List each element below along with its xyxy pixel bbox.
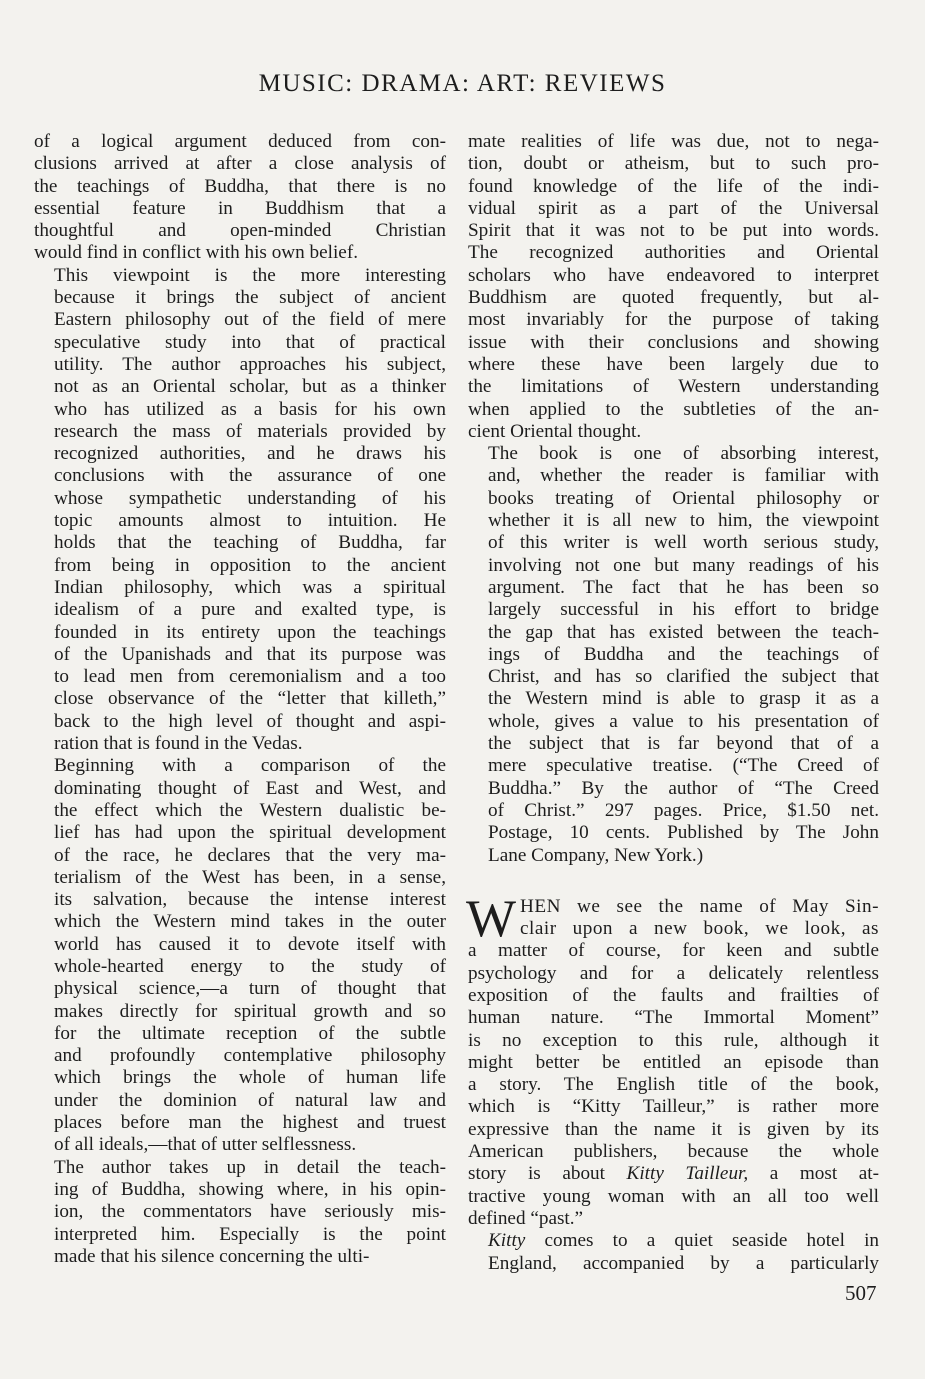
right-column (468, 131, 879, 1275)
text-line: and profoundly contemplative philosophy (54, 1045, 446, 1067)
text-line: Buddha.” By the author of “The Creed (488, 777, 879, 799)
text-run: a most at- (748, 1163, 879, 1185)
text-line: argument. The fact that he has been so (488, 576, 879, 598)
text-line: mere speculative treatise. (“The Creed of (488, 755, 879, 777)
text-line: clusions arrived at after a close analysis of (34, 153, 446, 175)
text-line: close observance of the “letter that killeth,” (54, 688, 446, 710)
text-line: human nature. “The Immortal Moment” (468, 1007, 879, 1029)
text-line: largely successful in his effort to bridge (488, 599, 879, 621)
text-line: ion, the commentators have seriously mis- (54, 1201, 446, 1223)
text-line: Spirit that it was not to be put into words. (468, 220, 879, 242)
text-line: whose sympathetic understanding of his (54, 487, 446, 509)
text-line: made that his silence concerning the ulti- (54, 1245, 370, 1267)
text-line: vidual spirit as a part of the Universal (468, 197, 879, 219)
text-line: which brings the whole of human life (54, 1067, 446, 1089)
text-line: dominating thought of East and West, and (54, 777, 446, 799)
review-paragraph (468, 1230, 879, 1275)
text-line: Postage, 10 cents. Published by The John (488, 822, 879, 844)
text-line: the effect which the Western dualistic be- (54, 799, 446, 821)
text-line: The recognized authorities and Oriental (468, 242, 879, 264)
text-line: would find in conflict with his own belief. (34, 242, 359, 264)
text-line: when applied to the subtleties of the an- (468, 398, 879, 420)
text-run: story is about (468, 1163, 627, 1185)
text-line: Indian philosophy, which was a spiritual (54, 576, 446, 598)
italic-name: Kitty (488, 1230, 526, 1252)
body-paragraph (34, 755, 446, 1156)
text-line: for the ultimate reception of the subtle (54, 1022, 446, 1044)
text-line: research the mass of materials provided by (54, 420, 446, 442)
text-line: of the Upanishads and that its purpose was (54, 643, 446, 665)
text-line: idealism of a pure and exalted type, is (54, 599, 446, 621)
text-line: because it brings the subject of ancient (54, 287, 446, 309)
text-line (468, 1163, 879, 1185)
section-break (468, 867, 879, 896)
text-line: is no exception to this rule, although it (468, 1029, 879, 1051)
text-line: a story. The English title of the book, (468, 1074, 879, 1096)
text-line: the Western mind is able to grasp it as a (488, 688, 879, 710)
text-line: tion, doubt or atheism, but to such pro- (468, 153, 879, 175)
text-line: ration that is found in the Vedas. (54, 733, 303, 755)
body-paragraph (34, 1157, 446, 1268)
text-line: Buddhism are quoted frequently, but al- (468, 287, 879, 309)
text-line: issue with their conclusions and showing (468, 331, 879, 353)
text-line: thoughtful and open-minded Christian (34, 220, 446, 242)
text-line: physical science,—a turn of thought that (54, 978, 446, 1000)
text-line: recognized authorities, and he draws his (54, 443, 446, 465)
text-line: founded in its entirety upon the teachings (54, 621, 446, 643)
body-paragraph (34, 131, 446, 265)
text-line: whole-hearted energy to the study of (54, 955, 446, 977)
text-line: HEN we see the name of May Sin- (520, 895, 879, 917)
body-paragraph (468, 443, 879, 867)
text-line: the teachings of Buddha, that there is no (34, 175, 446, 197)
text-line: from being in opposition to the ancient (54, 554, 446, 576)
review-paragraph (466, 889, 879, 1230)
text-line: involving not one but many readings of his (488, 554, 879, 576)
text-line: found knowledge of the life of the indi- (468, 175, 879, 197)
text-line: of the race, he declares that the very ma- (54, 844, 446, 866)
text-line: ing of Buddha, showing where, in his opin- (54, 1178, 446, 1200)
text-line: scholars who have endeavored to interpret (468, 264, 879, 286)
text-line: a matter of course, for keen and subtle (468, 940, 879, 962)
text-line: not as an Oriental scholar, but as a thinker (54, 376, 446, 398)
text-line: essential feature in Buddhism that a (34, 197, 446, 219)
text-line: where these have been largely due to (468, 353, 879, 375)
text-line: expressive than the name it is given by its (468, 1118, 879, 1140)
text-line: most invariably for the purpose of taking (468, 309, 879, 331)
text-line: mate realities of life was due, not to nega- (468, 131, 879, 152)
text-line: terialism of the West has been, in a sense, (54, 866, 446, 888)
text-line: of a logical argument deduced from con- (34, 131, 446, 152)
text-line: books treating of Oriental philosophy or (488, 487, 879, 509)
text-run: comes to a quiet seaside hotel in (525, 1230, 879, 1252)
text-line: of all ideals,—that of utter selflessness. (54, 1134, 357, 1156)
text-line: makes directly for spiritual growth and so (54, 1000, 446, 1022)
text-line: conclusions with the assurance of one (54, 465, 446, 487)
text-line: psychology and for a delicately relentless (468, 962, 879, 984)
text-line: the limitations of Western understanding (468, 376, 879, 398)
page-number: 507 (845, 1281, 877, 1305)
text-line: holds that the teaching of Buddha, far (54, 532, 446, 554)
text-line: lief has had upon the spiritual development (54, 822, 446, 844)
text-line: of this writer is well worth serious study, (488, 532, 879, 554)
text-line: which is “Kitty Tailleur,” is rather more (468, 1096, 879, 1118)
text-line: its salvation, because the intense interest (54, 889, 446, 911)
text-line: places before man the highest and truest (54, 1112, 446, 1134)
left-column (34, 131, 446, 1268)
text-line: exposition of the faults and frailties of (468, 984, 879, 1006)
text-line: cient Oriental thought. (468, 420, 642, 442)
text-line: of Christ.” 297 pages. Price, $1.50 net. (488, 799, 879, 821)
body-paragraph (468, 131, 879, 443)
text-line: back to the high level of thought and aspi- (54, 710, 446, 732)
text-line: who has utilized as a basis for his own (54, 398, 446, 420)
text-line: Lane Company, New York.) (488, 844, 704, 866)
text-line: ings of Buddha and the teachings of (488, 643, 879, 665)
text-line: interpreted him. Especially is the point (54, 1223, 446, 1245)
text-line: topic amounts almost to intuition. He (54, 510, 446, 532)
text-line: Beginning with a comparison of the (54, 755, 446, 777)
text-line: which the Western mind takes in the outer (54, 911, 446, 933)
text-line: whole, gives a value to his presentation of (488, 710, 879, 732)
text-line: Eastern philosophy out of the field of mere (54, 309, 446, 331)
text-line: the subject that is far beyond that of a (488, 733, 879, 755)
body-paragraph (34, 265, 446, 756)
text-line: American publishers, because the whole (468, 1141, 879, 1163)
text-line: Christ, and has so clarified the subject that (488, 666, 879, 688)
page-header: MUSIC: DRAMA: ART: REVIEWS (258, 70, 667, 97)
text-line: England, accompanied by a particularly (488, 1252, 879, 1274)
text-line: defined “past.” (468, 1207, 584, 1229)
text-line: and, whether the reader is familiar with (488, 465, 879, 487)
text-line: might better be entitled an episode than (468, 1051, 879, 1073)
text-line: The book is one of absorbing interest, (488, 443, 879, 465)
text-line: whether it is all new to him, the viewpoint (488, 510, 879, 532)
text-line: speculative study into that of practical (54, 331, 446, 353)
italic-title: Kitty Tailleur, (626, 1163, 749, 1185)
text-line: clair upon a new book, we look, as (520, 918, 879, 940)
text-line: under the dominion of natural law and (54, 1089, 446, 1111)
text-line (468, 1230, 879, 1252)
drop-cap: W (466, 889, 517, 948)
text-line: world has caused it to devote itself with (54, 933, 446, 955)
text-line: The author takes up in detail the teach- (54, 1156, 446, 1178)
text-line: utility. The author approaches his subject, (54, 353, 446, 375)
text-line: the gap that has existed between the teach- (488, 621, 879, 643)
text-line: to lead men from ceremonialism and a too (54, 666, 446, 688)
text-line: This viewpoint is the more interesting (54, 264, 446, 286)
text-line: tractive young woman with an all too well (468, 1185, 879, 1207)
